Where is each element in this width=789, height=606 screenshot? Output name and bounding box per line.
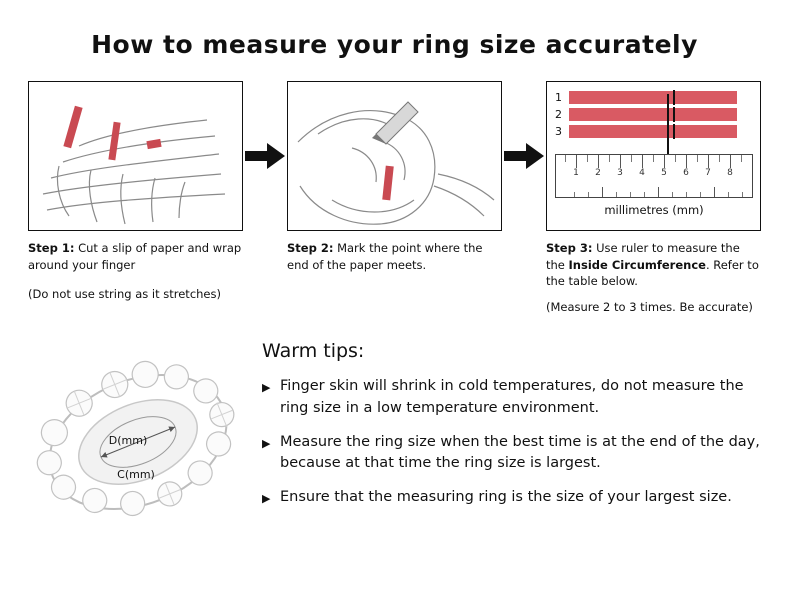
steps-row [0,59,789,314]
step-2 [287,81,502,273]
step-1 [28,81,243,301]
ruler-label: 2 [595,168,601,178]
page-title: How to measure your ring size accurately [91,30,698,59]
step-3-caption [546,240,761,290]
step-3-text: Use ruler to measure the the [546,241,740,272]
warm-tips-heading: Warm tips: [262,340,365,363]
ruler-group [555,154,753,217]
ring-illustration [24,332,252,547]
step-2-text: Mark the point where the end of the paper meets. [287,241,483,272]
step-3 [546,81,761,314]
step-3-illustration-panel [546,81,761,231]
bottom-section [0,314,789,547]
step-3-note: (Measure 2 to 3 times. Be accurate) [546,300,753,315]
tip-item [262,376,765,420]
ruler-label: 5 [661,168,667,178]
step-3-emphasis: Inside Circumference [568,257,706,272]
ruler-icon [555,154,753,198]
bullet-triangle-icon: ▶ [262,381,271,395]
strip-number: 3 [555,125,562,138]
step-2-illustration-panel [287,81,502,231]
paper-strip-row [555,91,737,104]
paper-strip-row [555,108,737,121]
bullet-triangle-icon: ▶ [262,492,271,506]
tip-text: Measure the ring size when the best time is at the end of the day, because at that time the ring size is largest. [280,433,760,472]
paper-strip-row [555,125,737,138]
step-2-caption [287,240,502,273]
tip-text: Ensure that the measuring ring is the size of your largest size. [280,489,732,506]
hand-marking-paper-icon [288,82,501,230]
paper-strips-group [555,91,737,142]
paper-strip [569,125,737,138]
strip-number: 2 [555,108,562,121]
tip-item [262,487,765,509]
ring-diameter-label: D(mm) [108,434,148,448]
warm-tips [252,332,765,547]
paper-strip [569,108,737,121]
arrow-1-icon [243,81,287,231]
ruler-label: 6 [683,168,689,178]
step-3-label: Step 3: [546,241,593,255]
strip-number: 1 [555,91,562,104]
step-1-caption [28,240,243,273]
step-2-label: Step 2: [287,241,334,255]
step-3-text-2: . Refer to the table below. [546,257,759,289]
paper-strip [569,91,737,104]
bullet-triangle-icon: ▶ [262,436,271,450]
step-1-note: (Do not use string as it stretches) [28,287,221,302]
tip-item [262,432,765,476]
tip-text: Finger skin will shrink in cold temperatures, do not measure the ring size in a low temperature environment. [280,378,744,416]
hand-with-paper-slip-icon [29,82,242,230]
measure-marker-line [667,94,669,154]
arrow-2-icon [502,81,546,231]
step-1-illustration-panel [28,81,243,231]
ruler-label: 3 [617,168,623,178]
ruler-label: 1 [573,168,579,178]
ruler-label: 8 [727,168,733,178]
ruler-label: 7 [705,168,711,178]
step-1-text: Cut a slip of paper and wrap around your finger [28,241,242,272]
step-1-label: Step 1: [28,241,75,255]
ruler-label: 4 [639,168,645,178]
diamond-eternity-ring-icon [24,332,252,547]
ring-circumference-label: C(mm) [117,468,155,482]
ruler-unit-label: millimetres (mm) [604,203,704,217]
